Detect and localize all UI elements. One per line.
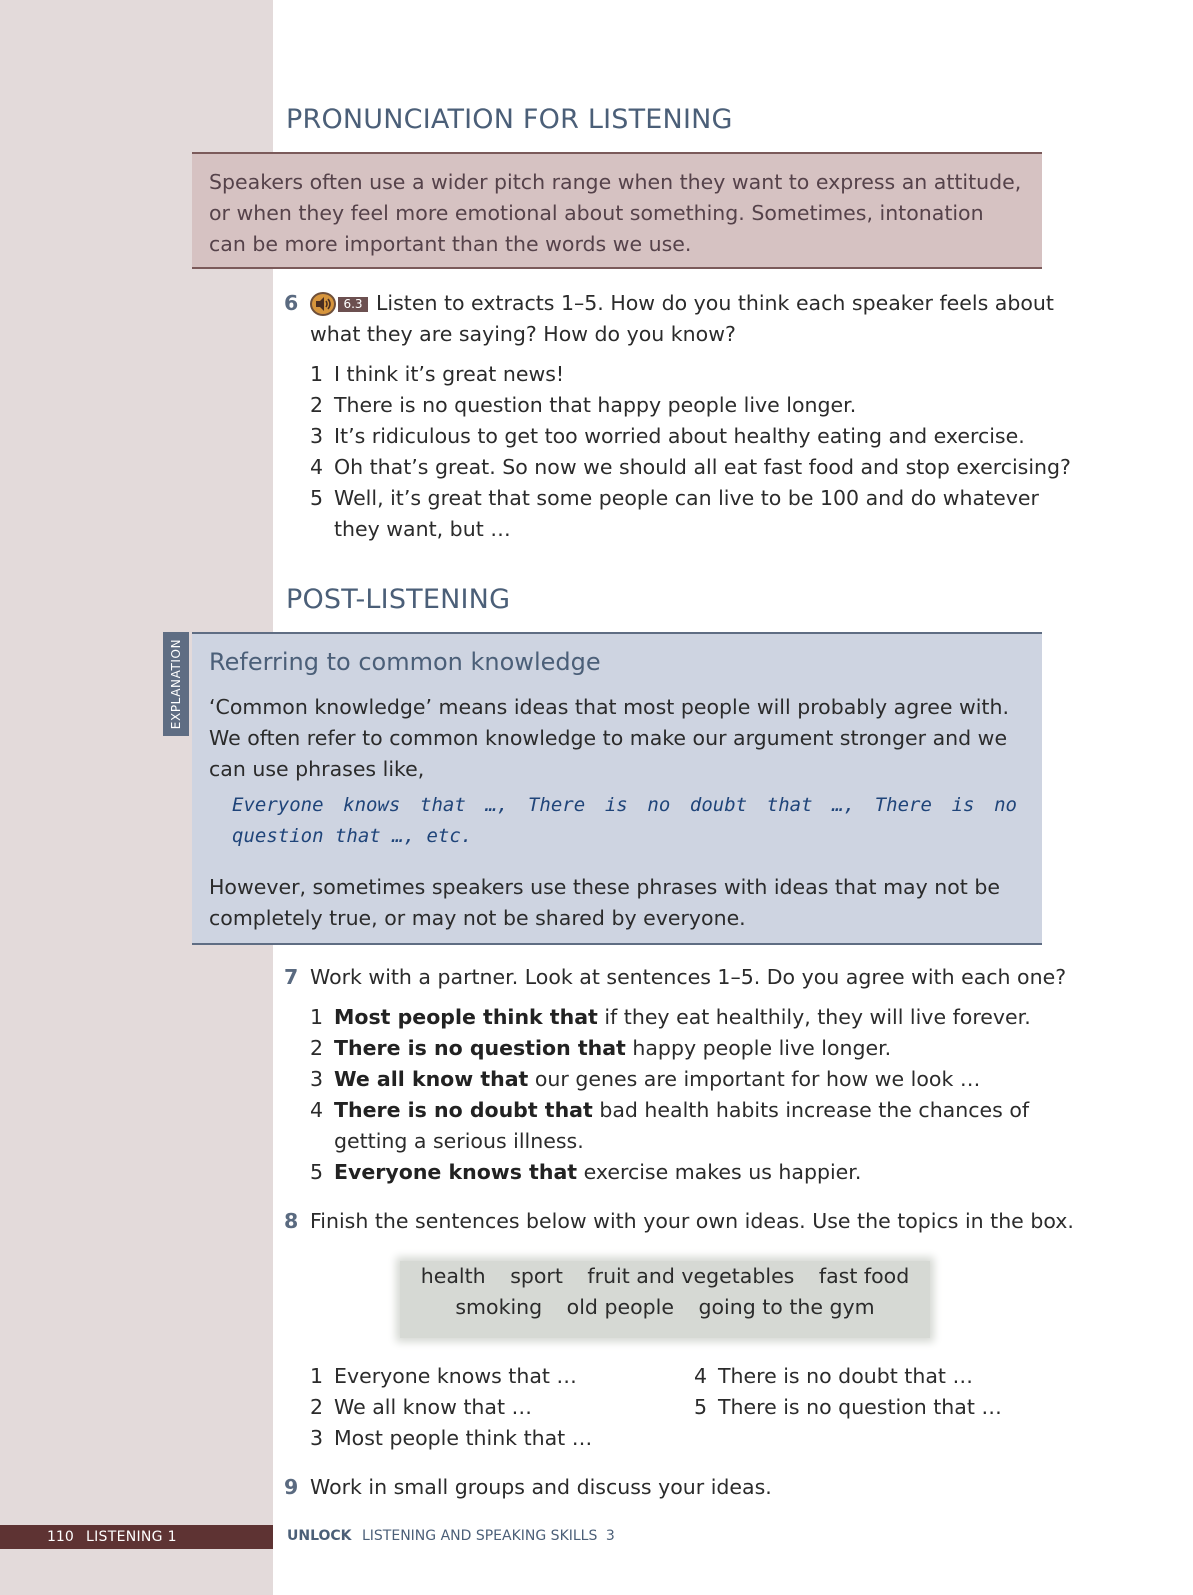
topic-row: [400, 1292, 930, 1323]
item-rest: our genes are important for how we look …: [528, 1067, 981, 1091]
item-rest: happy people live longer.: [625, 1036, 892, 1060]
item-text: We all know that …: [334, 1395, 533, 1419]
item-number: 5: [310, 1160, 324, 1184]
exercise-6-line-2: what they are saying? How do you know?: [310, 322, 736, 346]
item-number: 3: [310, 1426, 324, 1450]
item-number: 2: [310, 1036, 324, 1060]
item-text: I think it’s great news!: [334, 362, 565, 386]
topic-word: old people: [566, 1295, 674, 1319]
explanation-tab-label: EXPLANATION: [169, 638, 183, 730]
exercise-number: 6: [284, 291, 299, 315]
exercise-number: 7: [284, 965, 299, 989]
item-number: 4: [310, 1098, 324, 1122]
topic-word: sport: [510, 1264, 563, 1288]
audio-player[interactable]: [310, 292, 370, 316]
item-number: 2: [310, 393, 324, 417]
explanation-box: [192, 632, 1042, 945]
item-text: Well, it’s great that some people can live to be 100 and do whatever: [334, 486, 1039, 510]
brand-logo: UNLOCK: [287, 1528, 352, 1544]
explanation-tab: [163, 632, 189, 736]
item-text: Everyone knows that …: [334, 1364, 577, 1388]
item-number: 1: [310, 1005, 324, 1029]
item-text: [334, 1064, 980, 1095]
footer-book-title: [287, 1528, 615, 1544]
list-item-continuation: getting a serious illness.: [334, 1129, 584, 1153]
topic-row: [400, 1261, 930, 1292]
topic-word: health: [420, 1264, 486, 1288]
item-text: [334, 1157, 861, 1188]
page-number: 110: [47, 1529, 74, 1545]
topic-box: [400, 1261, 930, 1338]
explanation-paragraph-1: ‘Common knowledge’ means ideas that most people will probably agree with. We often refer to common knowledge to make our argument stronger and we can use phrases like,: [209, 695, 1009, 781]
item-number: 1: [310, 1364, 324, 1388]
item-text: Most people think that …: [334, 1426, 593, 1450]
item-text: There is no question that happy people live longer.: [334, 393, 857, 417]
item-number: 4: [694, 1364, 708, 1388]
exercise-7-text: Work with a partner. Look at sentences 1–5. Do you agree with each one?: [310, 965, 1067, 989]
topic-word: going to the gym: [698, 1295, 875, 1319]
audio-track-number: 6.3: [338, 297, 368, 312]
speaker-icon[interactable]: [310, 292, 336, 316]
book-title: LISTENING AND SPEAKING SKILLS: [361, 1528, 598, 1544]
item-text: Oh that’s great. So now we should all eat fast food and stop exercising?: [334, 455, 1071, 479]
key-phrase: There is no doubt that: [334, 1098, 593, 1122]
footer-bar: [0, 1525, 273, 1549]
item-number: 4: [310, 455, 324, 479]
book-level: 3: [605, 1528, 615, 1544]
list-item-continuation: they want, but …: [334, 517, 511, 541]
item-rest: exercise makes us happier.: [577, 1160, 862, 1184]
item-number: 3: [310, 424, 324, 448]
item-number: 5: [310, 486, 324, 510]
item-number: 1: [310, 362, 324, 386]
topic-word: fruit and vegetables: [587, 1264, 795, 1288]
exercise-number: 9: [284, 1475, 299, 1499]
item-text: [334, 1002, 1031, 1033]
pronunciation-info-box: [192, 152, 1042, 269]
example-phrases: Everyone knows that …, There is no doubt that …, There is no question that …, etc.: [232, 794, 1017, 847]
explanation-title: Referring to common knowledge: [209, 648, 601, 676]
key-phrase: There is no question that: [334, 1036, 626, 1060]
key-phrase: Most people think that: [334, 1005, 598, 1029]
item-text: [334, 1033, 891, 1064]
item-rest: if they eat healthily, they will live forever.: [597, 1005, 1031, 1029]
item-text: There is no doubt that …: [718, 1364, 973, 1388]
exercise-number: 8: [284, 1209, 299, 1233]
key-phrase: Everyone knows that: [334, 1160, 578, 1184]
exercise-9-text: Work in small groups and discuss your ideas.: [310, 1475, 772, 1499]
item-number: 2: [310, 1395, 324, 1419]
topic-word: fast food: [818, 1264, 910, 1288]
topic-word: smoking: [455, 1295, 543, 1319]
item-text: It’s ridiculous to get too worried about healthy eating and exercise.: [334, 424, 1025, 448]
footer-section-label: LISTENING 1: [86, 1529, 177, 1545]
key-phrase: We all know that: [334, 1067, 529, 1091]
item-number: 3: [310, 1067, 324, 1091]
exercise-6-line-1: Listen to extracts 1–5. How do you think each speaker feels about: [376, 291, 1054, 315]
pronunciation-heading: PRONUNCIATION FOR LISTENING: [286, 104, 733, 135]
item-rest: bad health habits increase the chances of: [592, 1098, 1030, 1122]
explanation-paragraph-2: However, sometimes speakers use these phrases with ideas that may not be completely true, or may not be shared by everyone.: [209, 875, 1000, 930]
exercise-8-text: Finish the sentences below with your own ideas. Use the topics in the box.: [310, 1209, 1074, 1233]
item-number: 5: [694, 1395, 708, 1419]
post-listening-heading: POST-LISTENING: [286, 584, 511, 615]
item-text: [334, 1095, 1029, 1126]
pronunciation-box-text: Speakers often use a wider pitch range when they want to express an attitude, or when they feel more emotional about something. Sometimes, intonation can be more important than the words we use.: [209, 170, 1022, 256]
item-text: There is no question that …: [718, 1395, 1002, 1419]
